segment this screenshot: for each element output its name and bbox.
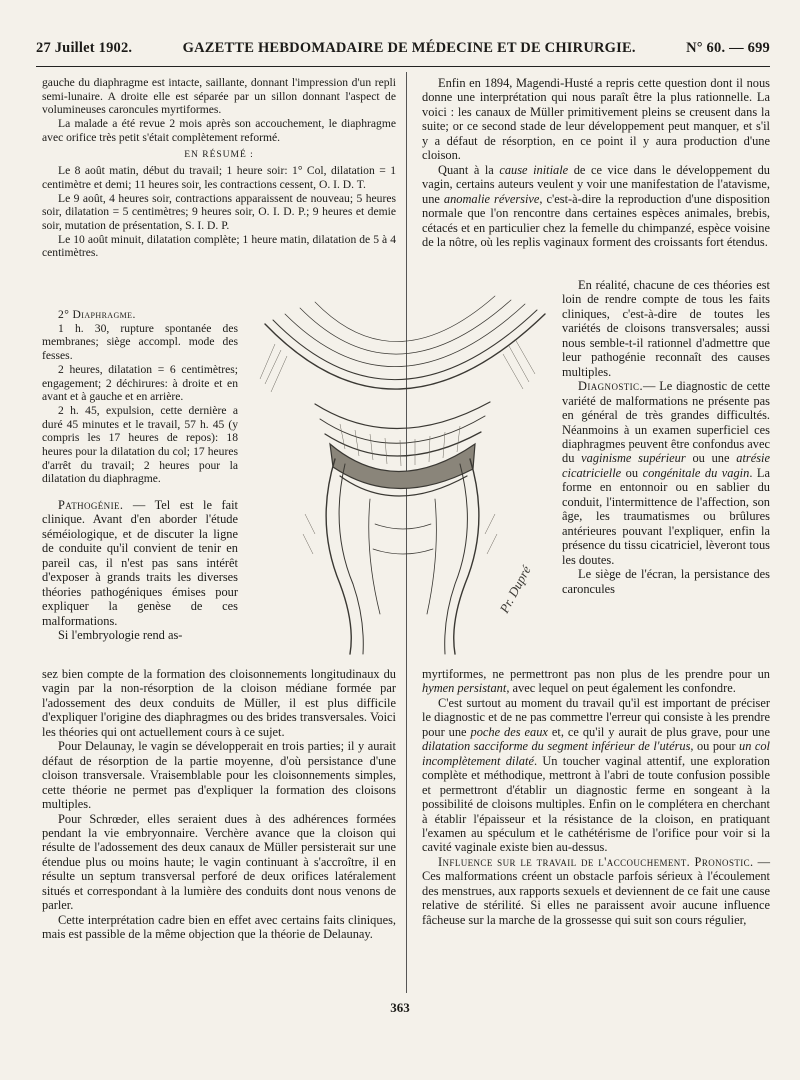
- paragraph: 2 heures, dilatation = 6 centimètres; engagement; 2 déchirures: à droite et en avant et à gauche et en arrière.: [42, 362, 238, 404]
- diaphragme-label: 2° Diaphragme.: [58, 308, 136, 321]
- paragraph: Le siège de l'écran, la persistance des caroncules: [562, 567, 770, 596]
- text-run: C'est surtout au moment du travail qu'il est important de préciser le diagnostic et de ne pas commettre l'erreur qui consiste à les prendre pour une: [422, 695, 770, 739]
- pathogenie-label: Pathogénie.: [58, 498, 124, 512]
- influence-label: Influence sur le travail de l'accouchement. Pronostic.: [438, 854, 754, 869]
- italic-run: poche des eaux: [470, 724, 548, 739]
- text-run: — Ces malformations créent un obstacle parfois sérieux à l'écoulement des menstrues, aux rapports sexuels et deviennent de ce fait une cause relative de stérilité. Si elles ne paraissent avoir aucune influence fâcheuse sur la marche de la grossesse qui suit son cours régulier,: [422, 854, 770, 927]
- paragraph: La malade a été revue 2 mois après son accouchement, le diaphragme avec orifice très petit s'était complètement reformé.: [42, 117, 396, 144]
- paragraph-text: — Tel est le fait clinique. Avant d'en aborder l'étude séméiologique, et de discuter la ligne de conduite qu'il convient de tenir en pareil cas, il n'est pas sans intérêt d'exposer à grands traits les diverses théories pathogéniques émises pour expliquer la genèse de ces malformations.: [42, 498, 238, 628]
- paragraph: Si l'embryologie rend as-: [58, 628, 183, 643]
- paragraph: [422, 163, 770, 250]
- paragraph: 1 h. 30, rupture spontanée des membranes; siège accompl. mode des fesses.: [42, 321, 238, 363]
- paragraph: [42, 498, 238, 628]
- header-date: 27 Juillet 1902.: [36, 40, 133, 56]
- paragraph: Le 10 août minuit, dilatation complète; 1 heure matin, dilatation de 5 à 4 centimètres.: [42, 232, 396, 260]
- paragraph: En réalité, chacune de ces théories est loin de rendre compte de tous les faits cliniques, c'est-à-dire de toutes les variétés de cloisons transversales; aussi nous semble-t-il rationnel d'admettre que leur pathogénie reconnaît des causes multiples.: [562, 278, 770, 379]
- text-run: ou une: [685, 451, 737, 466]
- italic-run: hymen persistant: [422, 681, 507, 696]
- paragraph: 2 h. 45, expulsion, cette dernière a duré 45 minutes et le travail, 57 h. 45 (y compris les 17 heures de repos): 18 heures pour la dilatation du col; 17 heures d'arrêt du travail; 2 heures pour la dilatation du diaphragme.: [42, 403, 238, 486]
- text-run: de ce vice dans le développement du vagin, certains auteurs veulent y voir une manifestation de l'atavisme, une: [422, 162, 770, 206]
- italic-run: anomalie réversive: [443, 191, 540, 206]
- italic-run: dilatation sacciforme du segment inférieur de l'utérus: [422, 739, 691, 754]
- italic-run: cause initiale: [499, 162, 569, 177]
- text-run: , ou pour: [690, 739, 739, 754]
- paragraph: Pour Schrœder, elles seraient dues à des adhérences formées pendant la vie embryonnaire. Verchère avance que la cloison qui résulte de l'adossement des deux canaux de Müller persisterait sur une étendue plus ou moins haute; le vagin continuant à s'accroître, il en résulte un septum transversal perforé de deux orifices latéralement situés et correspondant à la lumière des conduits dont nous venons de parler.: [42, 811, 396, 913]
- header-issue: N° 60. — 699: [686, 40, 770, 56]
- paragraph: [422, 855, 770, 927]
- text-run: , avec lequel on peut également les confondre.: [506, 681, 736, 696]
- paragraph: Le 8 août matin, début du travail; 1 heure soir: 1° Col, dilatation = 1 centimètre et demi; 11 heures soir, les contractions cessent, O. I. D. T.: [42, 164, 396, 191]
- paragraph: [422, 667, 770, 696]
- italic-run: atrésie cicatricielle: [562, 451, 770, 480]
- anatomical-illustration: [245, 284, 557, 659]
- engraver-signature: Pr. Dupré: [496, 563, 534, 616]
- paragraph: [422, 696, 770, 855]
- text-run: ou: [621, 465, 643, 480]
- column-right-top: [422, 76, 770, 249]
- italic-run: congénitale du vagin: [642, 465, 750, 480]
- resume-heading: EN RÉSUMÉ :: [184, 149, 254, 160]
- paragraph: Le 9 août, 4 heures soir, contractions apparaissent de nouveau; 5 heures soir, dilatation = 5 centimètres; 9 heures soir, O. I. D. P.; 9 heures et demie soir, mutation de présentation, S. I. D. P.: [42, 191, 396, 233]
- paragraph: Cette interprétation cadre bien en effet avec certains faits cliniques, mais est passible de la même objection que la théorie de Delaunay.: [42, 912, 396, 942]
- text-run: et, ce qu'il y aurait de plus grave, pour une: [547, 724, 770, 739]
- page-number: 363: [390, 1000, 410, 1015]
- text-run: Quant à la: [438, 162, 500, 177]
- text-run: . Un toucher vaginal attentif, une exploration complète et méthodique, mettront à l'abri de toute confusion possible et permettront d'établir un diagnostic ferme en songeant à la possibilité de cloisons multiples. Enfin on le complétera en cherchant à établir l'épaisseur et la résistance de la cloison, en pratiquant l'examen au spéculum et le cathétérisme de l'orifice pour voir si la cavité vaginale existe bien au-dessus.: [422, 753, 770, 855]
- italic-run: vaginisme supérieur: [581, 451, 686, 466]
- running-header: [36, 40, 770, 66]
- paragraph: [562, 379, 770, 567]
- subheading: [42, 308, 238, 322]
- text-run: — Le diagnostic de cette variété de malformations ne présente pas en général de très grandes difficultés. Néanmoins à un examen superficiel ces diaphragmes peuvent être confondus avec du: [562, 379, 770, 466]
- column-left-narrow: [42, 308, 238, 486]
- header-title: GAZETTE HEBDOMADAIRE DE MÉDECINE ET DE CHIRURGIE.: [182, 40, 636, 56]
- column-left-top: [42, 76, 396, 260]
- text-run: , c'est-à-dire la reproduction d'une disposition normale que l'on rencontre dans certaines espèces animales, brebis, cétacés et en particulier chez la femelle du chimpanzé, espèce voisine de la nôtre, où les replis vaginaux forment des croissants fort étendus.: [422, 191, 770, 249]
- text-run: myrtiformes, ne permettront pas non plus de les prendre pour un: [422, 667, 770, 681]
- paragraph: Enfin en 1894, Magendi-Husté a repris cette question dont il nous donne une interprétation qui nous paraît être la plus rationnelle. La voici : les canaux de Müller primitivement pleins se creusent dans la suite; or ce second stade de leur développement peut manquer, et s'il y a défaut de résorption, en ce point il y aura production d'une cloison.: [422, 76, 770, 163]
- text-run: . La forme en entonnoir ou en sablier du conduit, l'intermittence de l'affection, son âge, les traumatismes ou brûlures antérieures pouvant l'expliquer, enfin la présence du tissu cicatriciel, lèveront tous les doutes.: [562, 465, 771, 567]
- paragraph: gauche du diaphragme est intacte, saillante, donnant l'impression d'un repli semi-lunaire. A droite elle est séparée par un sillon donnant l'aspect de volumineuses caroncules myrtiformes.: [42, 76, 396, 117]
- column-left-bottom: [42, 667, 396, 942]
- diagnostic-label: Diagnostic.: [578, 379, 643, 394]
- column-left-pathogenie: [42, 498, 238, 643]
- column-right-bottom: [422, 667, 770, 927]
- paragraph: sez bien compte de la formation des cloisonnements longitudinaux du vagin par la non-résorption de la cloison médiane formée par l'adossement des deux conduits de Müller, il est plus difficile d'expliquer l'origine des diaphragmes ou des brides transversales. Voici les théories qui ont actuellement cours à ce sujet.: [42, 667, 396, 739]
- paragraph: Pour Delaunay, le vagin se développerait en trois parties; il y aurait défaut de résorption de la partie moyenne, d'où persistance d'une cloison transversale. Vraisemblable pour les cloisonnements simples, cette théorie ne permet pas d'expliquer la formation des cloisons multiples.: [42, 739, 396, 812]
- header-rule: [36, 66, 770, 67]
- italic-run: un col incomplètement dilaté: [422, 739, 770, 768]
- column-right-narrow: [562, 278, 770, 596]
